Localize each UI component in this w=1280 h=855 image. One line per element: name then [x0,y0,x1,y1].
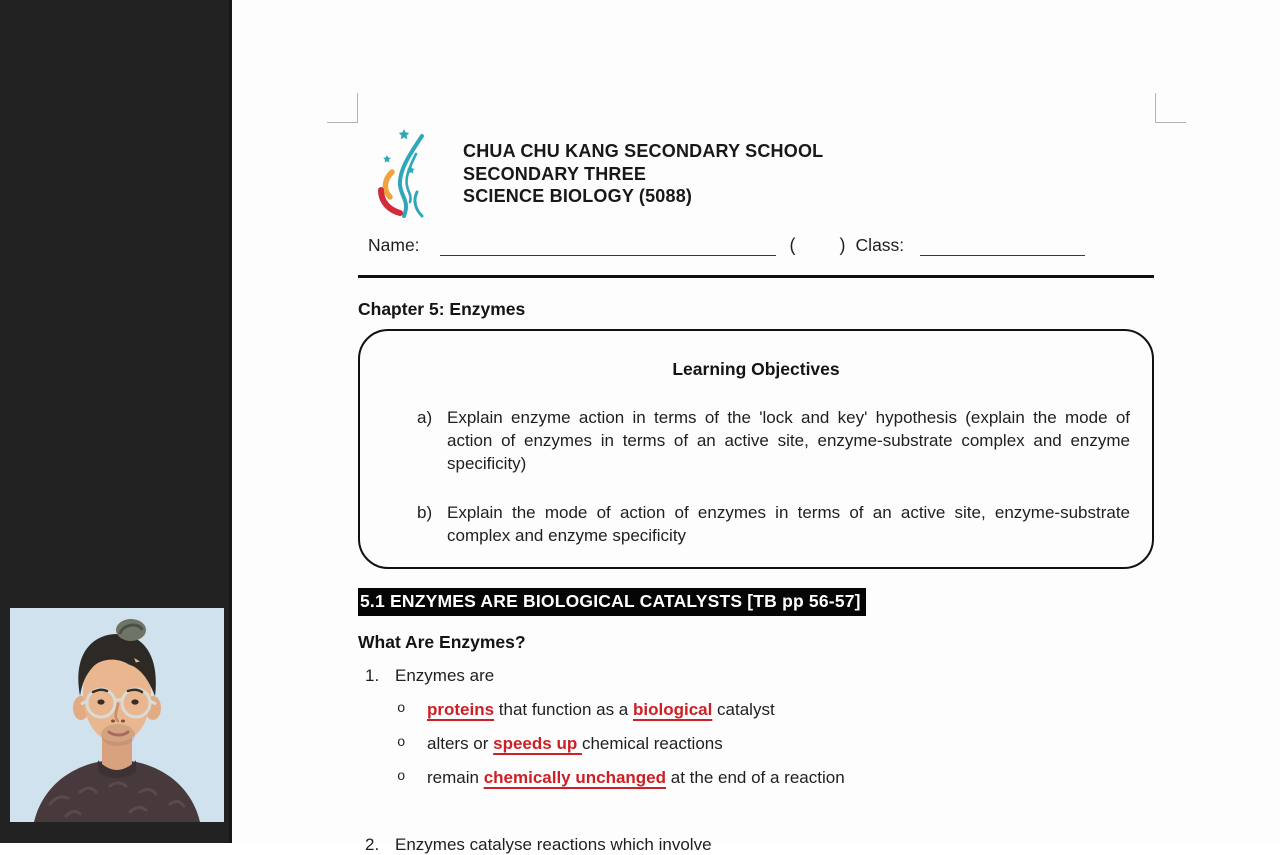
sub-bullet-proteins [358,699,1154,720]
sub-bullet-speeds-up [358,733,1154,754]
bullet-marker: o [397,735,406,751]
objective-label: b) [417,503,433,522]
bullet-marker: o [397,769,406,785]
presenter-webcam [10,608,224,822]
learning-objectives-box [358,329,1154,569]
presenter-avatar-icon [10,608,224,822]
list-number: 1. [365,666,380,685]
chapter-title: Chapter 5: Enzymes [358,299,526,319]
bullet-marker: o [397,701,406,717]
page-margin-corner-left [327,93,358,123]
school-level: SECONDARY THREE [463,163,647,184]
name-blank-line [440,233,776,256]
bullet-text: alters or speeds up chemical reactions [427,734,723,753]
school-name: CHUA CHU KANG SECONDARY SCHOOL [463,141,824,161]
school-subject: SCIENCE BIOLOGY (5088) [463,186,693,206]
list-number: 2. [365,835,380,854]
list-item-2 [358,834,1154,855]
webcam-sidebar [0,0,232,843]
list-text: Enzymes are [395,666,495,685]
bullet-text: remain chemically unchanged at the end of a reaction [427,768,845,787]
name-label: Name: [368,235,420,255]
bullet-text: proteins that function as a biological catalyst [427,700,775,719]
sub-bullet-unchanged [358,767,1154,788]
list-text: Enzymes catalyse reactions which involve [395,835,712,854]
document-header [358,128,1154,218]
school-logo-icon [370,128,442,218]
objective-text: Explain enzyme action in terms of the 'lock and key' hypothesis (explain the mode of action of enzymes in terms of an active site, enzyme-substrate complex and enzyme specificity) [447,408,1130,473]
index-paren-close: ) [839,235,846,255]
index-paren-open: ( [789,235,796,255]
learning-objective-a [360,406,1152,475]
learning-objectives-title: Learning Objectives [672,359,840,379]
class-blank-line [920,233,1085,256]
list-item-1 [358,665,1154,686]
document-content [358,0,1154,855]
section-heading: 5.1 ENZYMES ARE BIOLOGICAL CATALYSTS [TB pp 56-57] [358,588,866,616]
header-divider [358,275,1154,278]
objective-label: a) [417,408,433,427]
document-page [232,0,1280,854]
subsection-heading: What Are Enzymes? [358,632,526,652]
name-class-row [358,232,1154,256]
objective-text: Explain the mode of action of enzymes in terms of an active site, enzyme-substrate complex and enzyme specificity [447,503,1130,545]
learning-objective-b [360,501,1152,547]
page-margin-corner-right [1155,93,1186,123]
class-label: Class: [855,235,905,255]
